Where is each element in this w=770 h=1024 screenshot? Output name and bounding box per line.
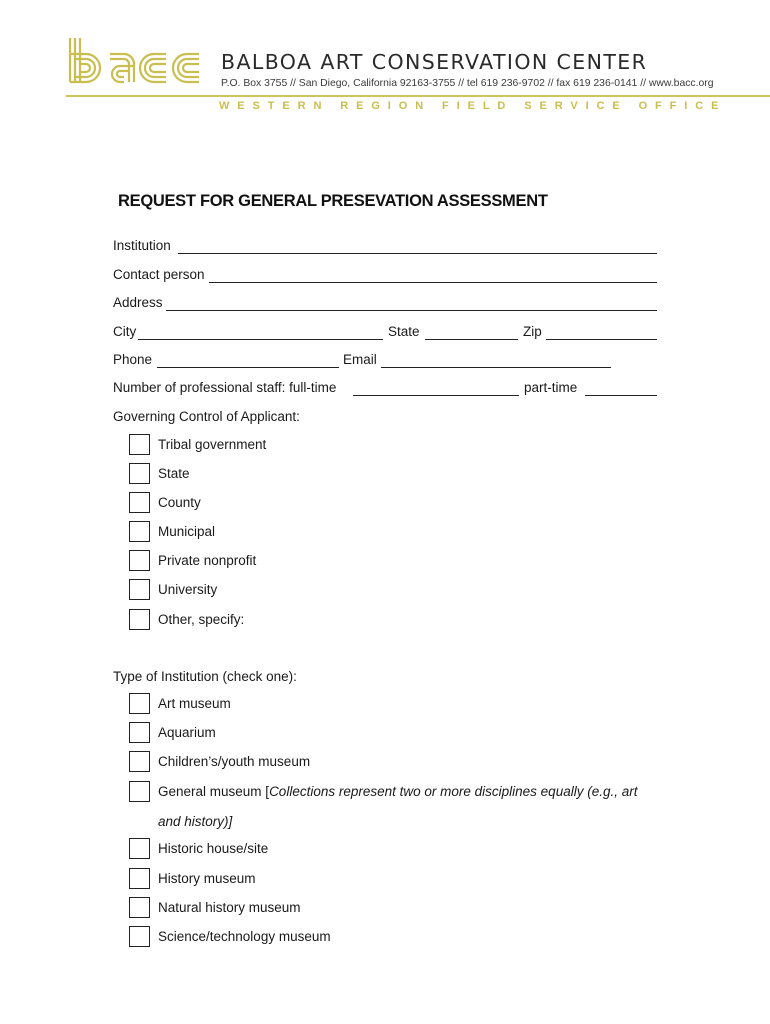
office-line: WESTERN REGION FIELD SERVICE OFFICE: [219, 100, 727, 112]
institution-type-label: Type of Institution (check one):: [113, 669, 297, 684]
checkbox[interactable]: [129, 868, 150, 889]
option-label: History museum: [158, 871, 256, 886]
checkbox[interactable]: [129, 838, 150, 859]
governing-label: Governing Control of Applicant:: [113, 409, 300, 424]
option-label: Aquarium: [158, 725, 216, 740]
checkbox[interactable]: [129, 609, 150, 630]
phone-label: Phone: [113, 352, 153, 367]
institution-field[interactable]: [178, 253, 657, 254]
option-label: Science/technology museum: [158, 929, 331, 944]
checkbox[interactable]: [129, 550, 150, 571]
address-row: [113, 295, 658, 315]
checkbox[interactable]: [129, 463, 150, 484]
general-museum-label: General museum: [158, 784, 262, 799]
option-label: Art museum: [158, 696, 231, 711]
org-name: BALBOA ART CONSERVATION CENTER: [221, 50, 648, 74]
contact-person-field[interactable]: [209, 282, 657, 283]
option-label: Natural history museum: [158, 900, 301, 915]
general-museum-note-continued: and history)]: [158, 814, 233, 829]
city-field[interactable]: [138, 339, 383, 340]
contact-line: P.O. Box 3755 // San Diego, California 92163-3755 // tel 619 236-9702 // fax 619 236-0141 // www.bacc.org: [221, 78, 714, 89]
zip-label: Zip: [523, 324, 542, 339]
general-museum-note-bracket: [: [261, 784, 270, 799]
bacc-logo: [66, 36, 201, 88]
general-museum-note: Collections represent two or more disciplines equally (e.g., art: [269, 784, 638, 799]
header-rule: [66, 95, 770, 97]
institution-row: [113, 238, 658, 258]
checkbox[interactable]: [129, 434, 150, 455]
checkbox[interactable]: [129, 722, 150, 743]
phone-field[interactable]: [157, 367, 339, 368]
checkbox[interactable]: [129, 926, 150, 947]
zip-field[interactable]: [546, 339, 657, 340]
email-label: Email: [343, 352, 377, 367]
state-label: State: [388, 324, 420, 339]
city-state-zip-row: [113, 324, 658, 344]
checkbox[interactable]: [129, 751, 150, 772]
option-label: [158, 784, 637, 799]
letterhead: [0, 0, 770, 130]
city-label: City: [113, 324, 137, 339]
address-label: Address: [113, 295, 163, 310]
form-title: REQUEST FOR GENERAL PRESEVATION ASSESSMENT: [118, 192, 548, 210]
contact-person-row: [113, 267, 658, 287]
option-label: University: [158, 582, 218, 597]
staff-row: [113, 380, 658, 400]
option-label: State: [158, 466, 190, 481]
part-time-label: part-time: [524, 380, 578, 395]
option-label: Municipal: [158, 524, 216, 539]
checkbox[interactable]: [129, 492, 150, 513]
checkbox[interactable]: [129, 781, 150, 802]
option-label: County: [158, 495, 201, 510]
option-label: Children’s/youth museum: [158, 754, 311, 769]
state-field[interactable]: [425, 339, 518, 340]
contact-person-label: Contact person: [113, 267, 205, 282]
address-field[interactable]: [166, 310, 657, 311]
email-field[interactable]: [381, 367, 611, 368]
phone-email-row: [113, 352, 658, 372]
checkbox[interactable]: [129, 897, 150, 918]
institution-label: Institution: [113, 238, 171, 253]
checkbox[interactable]: [129, 579, 150, 600]
full-time-field[interactable]: [353, 395, 519, 396]
option-label: Tribal government: [158, 437, 267, 452]
option-label: Historic house/site: [158, 841, 269, 856]
option-label: Other, specify:: [158, 612, 245, 627]
full-time-label: Number of professional staff: full-time: [113, 380, 337, 395]
checkbox[interactable]: [129, 693, 150, 714]
checkbox[interactable]: [129, 521, 150, 542]
part-time-field[interactable]: [585, 395, 657, 396]
option-label: Private nonprofit: [158, 553, 257, 568]
